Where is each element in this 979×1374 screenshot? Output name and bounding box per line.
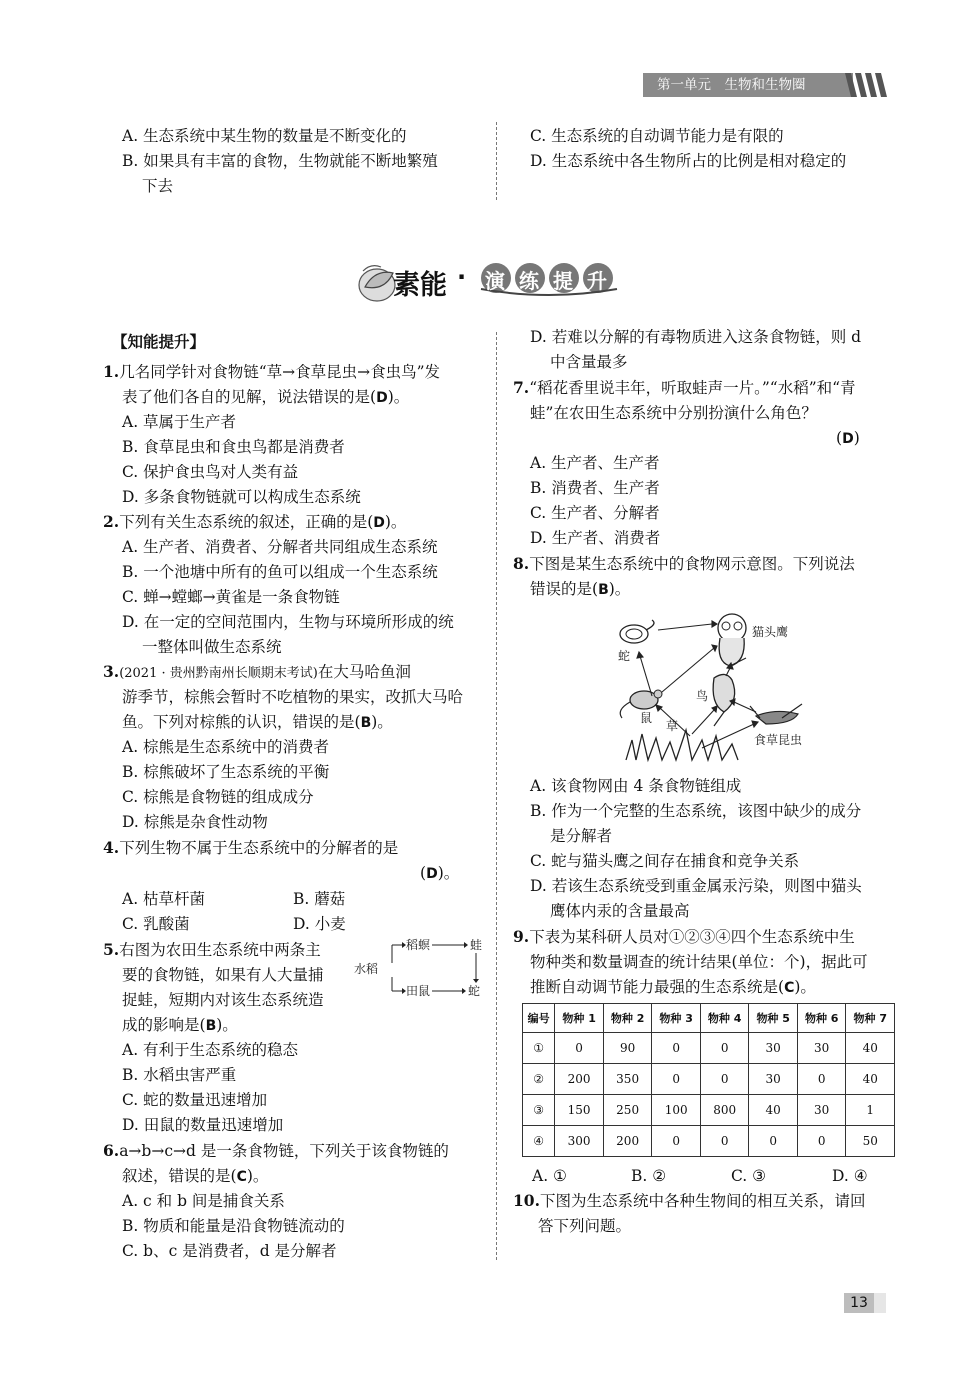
table-header-cell: 物种 7 (846, 1004, 895, 1033)
q5-option-c: C. 蛇的数量迅速增加 (122, 1091, 268, 1109)
prev-option-b: B. 如果具有丰富的食物，生物就能不断地繁殖 (122, 152, 438, 170)
table-header-cell: 物种 5 (749, 1004, 798, 1033)
q7-option-a: A. 生产者、生产者 (530, 454, 660, 472)
answer-8: B (598, 582, 609, 598)
question-10: 10.下图为生态系统中各种生物间的相互关系，请回 (513, 1191, 866, 1210)
question-1-line-2: 表了他们各自的见解，说法错误的是(D)。 (122, 388, 410, 406)
q2-option-d: D. 在一定的空间范围内，生物与环境所形成的统 (122, 613, 454, 631)
node-snake: 蛇 (468, 984, 481, 998)
label-grass: 草 (666, 719, 679, 733)
grass-icon (626, 730, 738, 760)
table-cell: 40 (846, 1033, 895, 1064)
table-header-row (523, 1004, 895, 1033)
question-9-line-3: 推断自动调节能力最强的生态系统是(C)。 (530, 978, 816, 996)
answer-7: D (842, 431, 854, 447)
q2-option-a: A. 生产者、消费者、分解者共同组成生态系统 (122, 538, 438, 556)
table-cell: 0 (652, 1033, 701, 1064)
question-4: 4.下列生物不属于生态系统中的分解者的是 (103, 838, 399, 857)
unit-header: 第一单元 生物和生物圈 (643, 73, 853, 97)
question-9: 9.下表为某科研人员对①②③④四个生态系统中生 (513, 927, 855, 946)
label-insect: 食草昆虫 (754, 733, 803, 747)
q7-option-d: D. 生产者、消费者 (530, 529, 661, 547)
q6-option-d-cont: 中含量最多 (550, 353, 628, 371)
q1-option-b: B. 食草昆虫和食虫鸟都是消费者 (122, 438, 345, 456)
answer-1: D (376, 390, 388, 406)
question-7-line-2: 蛙”在农田生态系统中分别扮演什么角色？ (530, 404, 817, 422)
banner-char-2: 练 (519, 269, 539, 293)
banner-char-3: 提 (553, 269, 573, 293)
question-7-answer-line: (D) (836, 429, 860, 447)
q3-option-d: D. 棕熊是杂食性动物 (122, 813, 268, 831)
q8-option-b: B. 作为一个完整的生态系统，该图中缺少的成分 (530, 802, 862, 820)
column-divider-main (496, 332, 497, 1260)
table-cell: 0 (652, 1064, 701, 1095)
prev-option-d: D. 生态系统中各生物所占的比例是相对稳定的 (530, 152, 847, 170)
q3-option-c: C. 棕熊是食物链的组成成分 (122, 788, 314, 806)
q9-option-a: A. ① (532, 1167, 567, 1185)
table-cell: 30 (797, 1095, 846, 1126)
table-row (523, 1126, 895, 1157)
question-3: 3.(2021 · 贵州黔南州长顺期末考试)在大马哈鱼洄 (103, 662, 411, 681)
table-cell: 350 (603, 1064, 652, 1095)
table-cell: 200 (555, 1064, 604, 1095)
banner-dot: · (457, 263, 467, 291)
prev-option-c: C. 生态系统的自动调节能力是有限的 (530, 127, 784, 145)
column-divider-top (496, 122, 497, 200)
node-field-mouse: 田鼠 (406, 984, 431, 998)
table-cell: 0 (749, 1126, 798, 1157)
question-5-line-4: 成的影响是(B)。 (122, 1016, 238, 1034)
table-header-cell: 物种 3 (652, 1004, 701, 1033)
q1-option-a: A. 草属于生产者 (122, 413, 237, 431)
question-5: 5.右图为农田生态系统中两条主 (103, 940, 321, 959)
q9-option-c: C. ③ (731, 1167, 767, 1185)
table-cell: 0 (700, 1033, 749, 1064)
table-cell: 250 (603, 1095, 652, 1126)
table-cell: 30 (797, 1033, 846, 1064)
q2-option-c: C. 蝉→螳螂→黄雀是一条食物链 (122, 588, 340, 606)
q5-option-a: A. 有利于生态系统的稳态 (122, 1041, 299, 1059)
answer-9: C (784, 980, 795, 996)
header-stripes (845, 73, 891, 97)
table-cell: ④ (523, 1126, 555, 1157)
table-header-cell: 物种 4 (700, 1004, 749, 1033)
question-8-line-2: 错误的是(B)。 (530, 580, 631, 598)
answer-6: C (236, 1169, 247, 1185)
question-4-answer-line: (D)。 (420, 864, 460, 882)
question-1: 1.几名同学针对食物链“草→食草昆虫→食虫鸟”发 (103, 362, 441, 381)
question-3-line-2: 游季节，棕熊会暂时不吃植物的果实，改抓大马哈 (122, 688, 464, 706)
question-7: 7.“稻花香里说丰年，听取蛙声一片。”“水稻”和“青 (513, 378, 856, 397)
table-row (523, 1064, 895, 1095)
question-6: 6.a→b→c→d 是一条食物链，下列关于该食物链的 (103, 1141, 449, 1160)
table-cell: 90 (603, 1033, 652, 1064)
table-cell: 200 (603, 1126, 652, 1157)
q4-option-c: C. 乳酸菌 (122, 915, 190, 933)
question-6-line-2: 叙述，错误的是(C)。 (122, 1167, 269, 1185)
q8-option-d: D. 若该生态系统受到重金属汞污染，则图中猫头 (530, 877, 862, 895)
label-owl: 猫头鹰 (752, 625, 789, 639)
banner-char-1: 演 (485, 269, 505, 293)
table-header-cell: 物种 1 (555, 1004, 604, 1033)
table-cell: 30 (749, 1064, 798, 1095)
q5-option-d: D. 田鼠的数量迅速增加 (122, 1116, 284, 1134)
q8-food-web-diagram (606, 600, 846, 770)
node-frog: 蛙 (470, 938, 483, 952)
grasshopper-icon (750, 704, 802, 724)
table-cell: 800 (700, 1095, 749, 1126)
q6-option-d: D. 若难以分解的有毒物质进入这条食物链，则 d (530, 328, 862, 346)
table-cell: 0 (555, 1033, 604, 1064)
q3-option-b: B. 棕熊破坏了生态系统的平衡 (122, 763, 330, 781)
answer-4: D (426, 866, 438, 882)
question-10-line-2: 答下列问题。 (538, 1217, 632, 1235)
q6-option-a: A. c 和 b 间是捕食关系 (122, 1192, 285, 1210)
table-cell: 1 (846, 1095, 895, 1126)
node-rice-borer: 稻螟 (406, 938, 431, 952)
page-number: 13 (844, 1293, 874, 1313)
section-title: 【知能提升】 (112, 333, 206, 351)
snake-icon (620, 620, 654, 643)
owl-icon (718, 614, 746, 666)
q6-option-b: B. 物质和能量是沿食物链流动的 (122, 1217, 345, 1235)
q1-option-d: D. 多条食物链就可以构成生态系统 (122, 488, 361, 506)
table-cell: ③ (523, 1095, 555, 1126)
q2-option-d-cont: 一整体叫做生态系统 (142, 638, 282, 656)
q3-option-a: A. 棕熊是生态系统中的消费者 (122, 738, 330, 756)
table-cell: 0 (700, 1126, 749, 1157)
answer-5: B (205, 1018, 217, 1034)
q8-option-a: A. 该食物网由 4 条食物链组成 (530, 777, 742, 795)
question-3-line-3: 鱼。下列对棕熊的认识，错误的是(B)。 (122, 713, 393, 731)
question-9-line-2: 物种类和数量调查的统计结果(单位：个)，据此可 (530, 953, 868, 971)
table-cell: 0 (797, 1126, 846, 1157)
table-cell: 100 (652, 1095, 701, 1126)
question-8: 8.下图是某生态系统中的食物网示意图。下列说法 (513, 554, 855, 573)
q7-option-c: C. 生产者、分解者 (530, 504, 660, 522)
q3-source: (2021 · 贵州黔南州长顺期末考试) (119, 666, 318, 681)
q8-option-c: C. 蛇与猫头鹰之间存在捕食和竞争关系 (530, 852, 800, 870)
prev-option-a: A. 生态系统中某生物的数量是不断变化的 (122, 127, 407, 145)
banner-left-text: 素能 (393, 270, 447, 301)
table-row (523, 1095, 895, 1126)
q4-option-b: B. 蘑菇 (293, 890, 346, 908)
prev-option-b-cont: 下去 (142, 177, 174, 195)
q5-food-chain-diagram (352, 933, 492, 1005)
table-cell: ② (523, 1064, 555, 1095)
banner-badges (479, 261, 619, 295)
table-cell: 40 (749, 1095, 798, 1126)
table-cell: 50 (846, 1126, 895, 1157)
q9-option-d: D. ④ (832, 1167, 868, 1185)
question-5-line-3: 捉蛙，短期内对该生态系统造 (122, 991, 324, 1009)
table-header-cell: 物种 2 (603, 1004, 652, 1033)
label-snake: 蛇 (618, 649, 631, 663)
q8-option-b-cont: 是分解者 (550, 827, 613, 845)
table-cell: 30 (749, 1033, 798, 1064)
q2-option-b: B. 一个池塘中所有的鱼可以组成一个生态系统 (122, 563, 438, 581)
species-table (522, 1003, 895, 1157)
table-cell: ① (523, 1033, 555, 1064)
section-banner (355, 257, 625, 307)
answer-2: D (373, 515, 385, 531)
q1-option-c: C. 保护食虫鸟对人类有益 (122, 463, 299, 481)
node-rice: 水稻 (354, 962, 379, 976)
table-cell: 150 (555, 1095, 604, 1126)
table-header-cell: 物种 6 (797, 1004, 846, 1033)
label-mouse: 鼠 (640, 711, 653, 725)
label-bird: 鸟 (696, 689, 709, 703)
q5-option-b: B. 水稻虫害严重 (122, 1066, 237, 1084)
q8-option-d-cont: 鹰体内汞的含量最高 (550, 902, 690, 920)
table-cell: 0 (652, 1126, 701, 1157)
question-2: 2.下列有关生态系统的叙述，正确的是(D)。 (103, 512, 407, 531)
table-cell: 300 (555, 1126, 604, 1157)
table-header-cell: 编号 (523, 1004, 555, 1033)
q7-option-b: B. 消费者、生产者 (530, 479, 660, 497)
q9-option-b: B. ② (631, 1167, 667, 1185)
table-cell: 0 (797, 1064, 846, 1095)
question-5-line-2: 要的食物链，如果有人大量捕 (122, 966, 324, 984)
q6-option-c: C. b、c 是消费者，d 是分解者 (122, 1242, 337, 1260)
table-cell: 0 (700, 1064, 749, 1095)
q4-option-a: A. 枯草杆菌 (122, 890, 206, 908)
q4-option-d: D. 小麦 (293, 915, 346, 933)
answer-3: B (360, 715, 372, 731)
page-number-strip (874, 1293, 886, 1313)
banner-char-4: 升 (587, 269, 607, 293)
table-row (523, 1033, 895, 1064)
table-cell: 40 (846, 1064, 895, 1095)
